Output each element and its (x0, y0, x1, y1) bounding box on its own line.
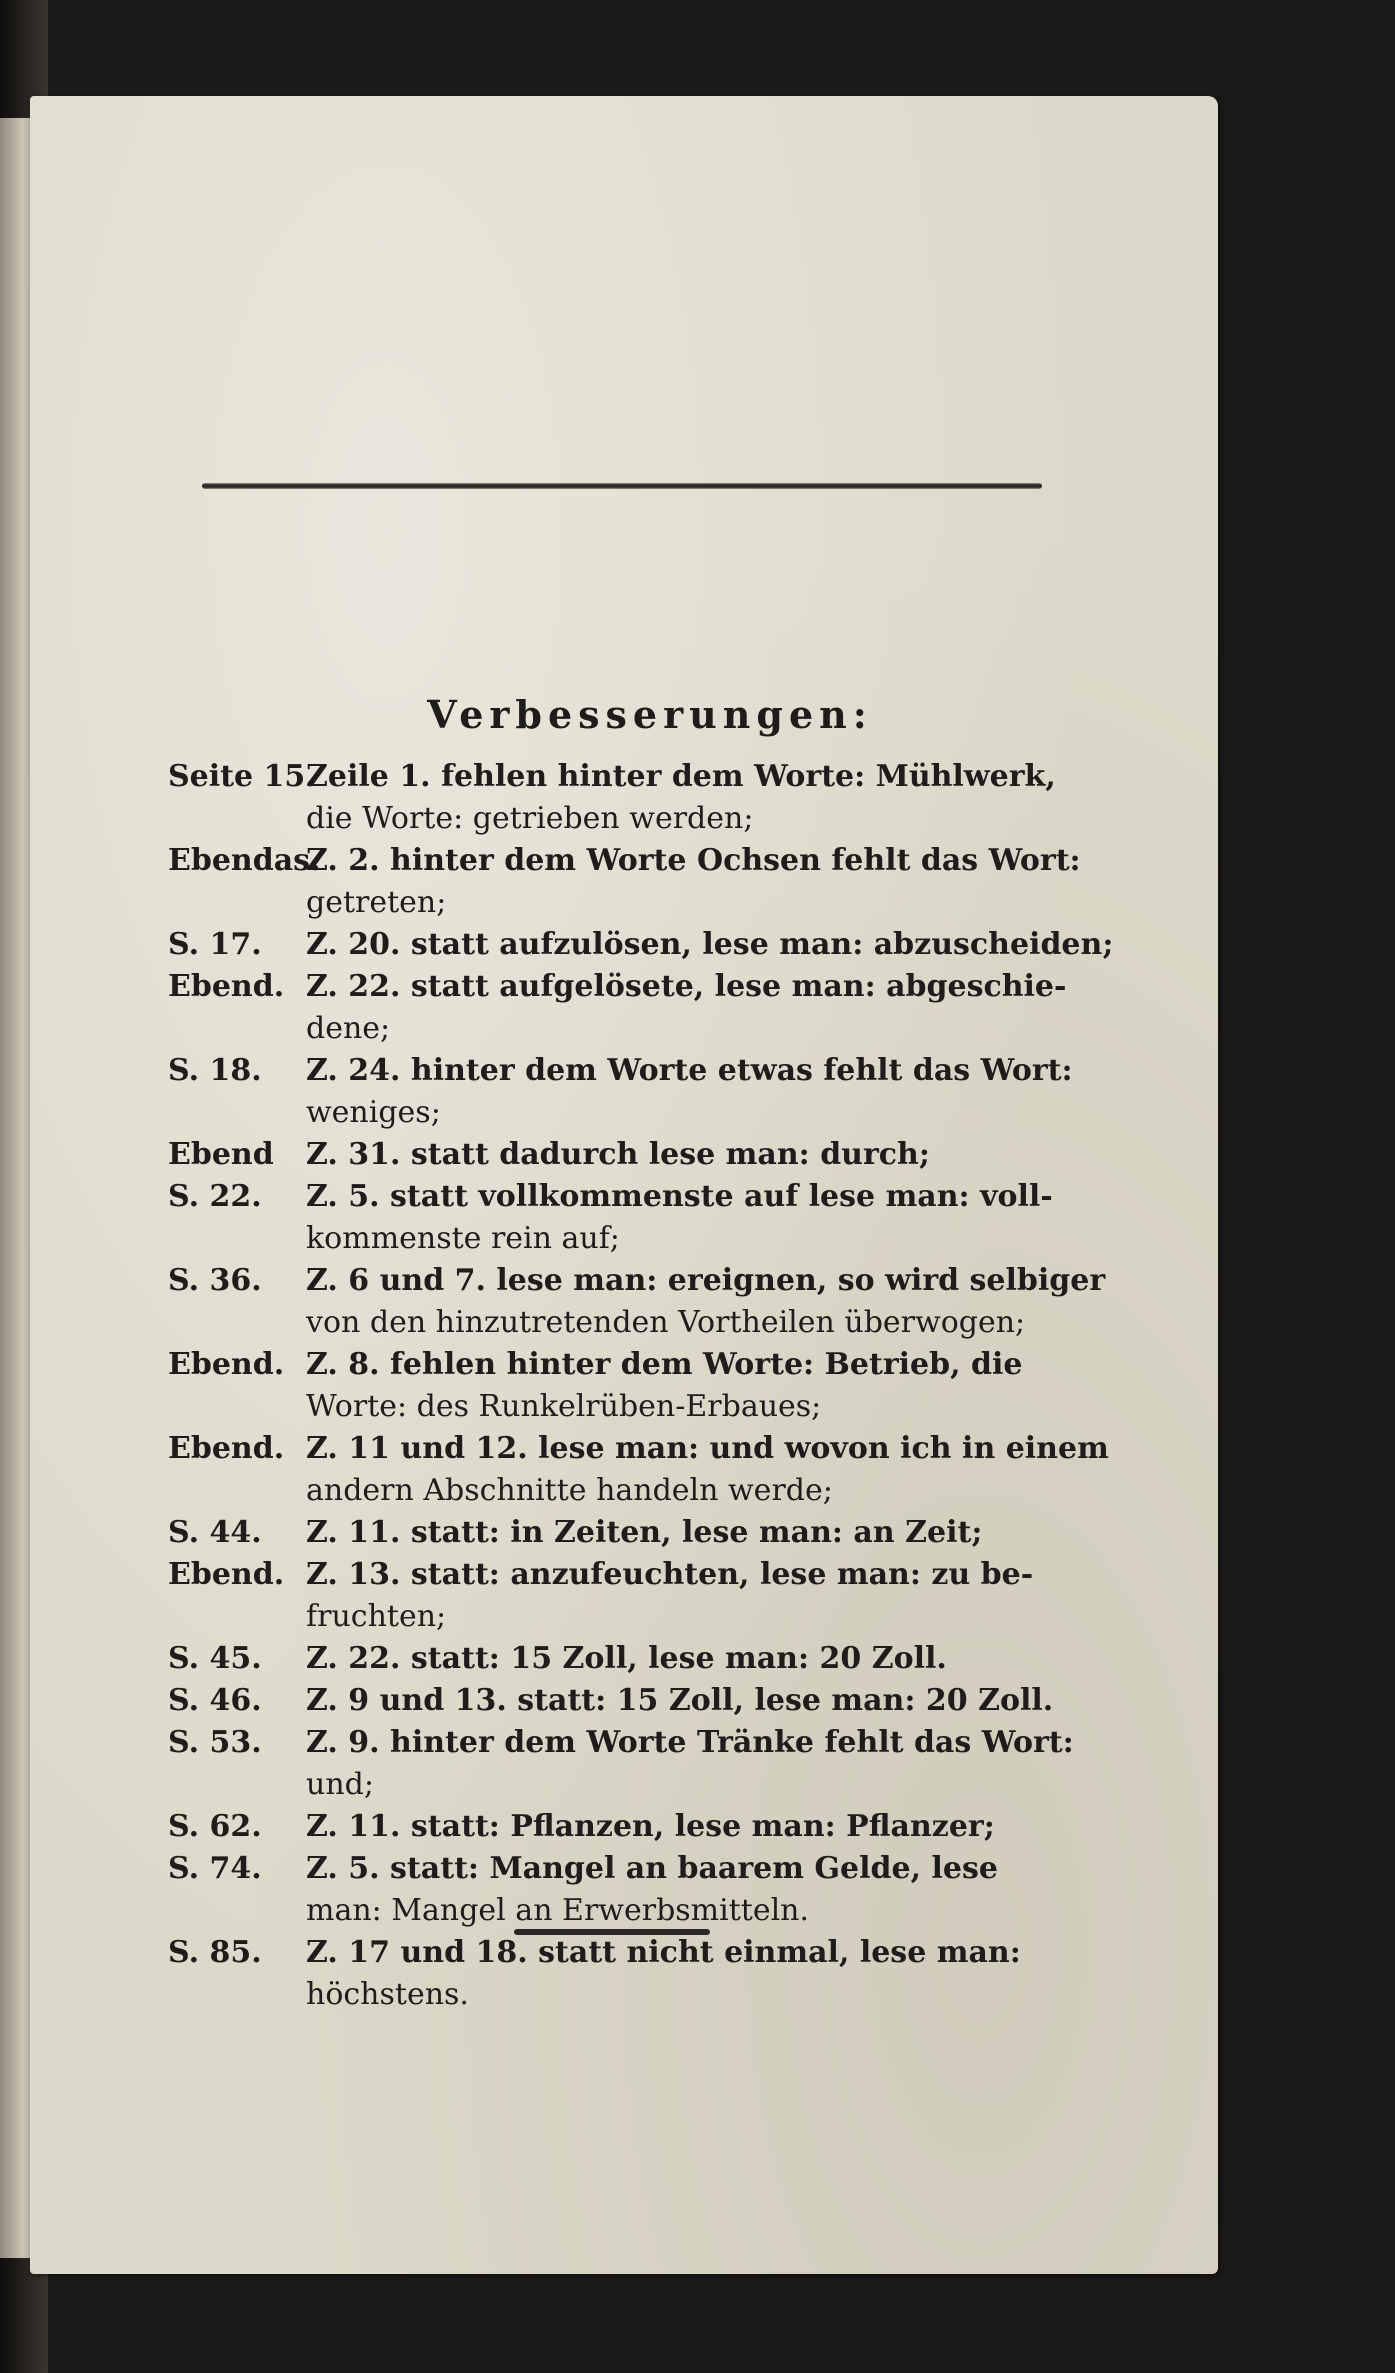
errata-line: Z. 9. hinter dem Worte Tränke fehlt das Wort: (306, 1725, 1074, 1760)
errata-text (306, 1344, 1068, 1428)
errata-entry (168, 1344, 1068, 1428)
errata-line: Z. 8. fehlen hinter dem Worte: Betrieb, die (306, 1347, 1023, 1382)
errata-line: Z. 11 und 12. lese man: und wovon ich in einem (306, 1431, 1109, 1466)
top-rule (202, 483, 1042, 489)
errata-entry (168, 924, 1114, 966)
errata-reference: S. 85. (168, 1935, 262, 1970)
errata-entry (168, 1512, 1068, 1554)
errata-reference: Seite 15. (168, 759, 316, 794)
errata-reference: Ebend. (168, 1431, 285, 1466)
errata-entry (168, 966, 1068, 1050)
errata-continuation-line: fruchten; (306, 1599, 447, 1634)
errata-reference: S. 36. (168, 1263, 262, 1298)
errata-entry (168, 1050, 1073, 1134)
errata-reference: Ebendas. (168, 843, 321, 878)
errata-reference: S. 17. (168, 927, 262, 962)
errata-entry (168, 1680, 1068, 1722)
errata-line: Z. 9 und 13. statt: 15 Zoll, lese man: 20 Zoll. (306, 1683, 1054, 1718)
errata-entry (168, 840, 1081, 924)
errata-reference: Ebend. (168, 1347, 285, 1382)
errata-line: Z. 6 und 7. lese man: ereignen, so wird selbiger (306, 1263, 1106, 1298)
errata-text (306, 1050, 1073, 1134)
errata-line: Z. 22. statt: 15 Zoll, lese man: 20 Zoll. (306, 1641, 947, 1676)
errata-text (306, 1512, 1068, 1554)
bottom-rule (514, 1929, 710, 1935)
errata-continuation-line: die Worte: getrieben werden; (306, 801, 754, 836)
errata-entry (168, 1428, 1109, 1512)
errata-continuation-line: kommenste rein auf; (306, 1221, 620, 1256)
errata-line: Z. 22. statt aufgelösete, lese man: abgeschie- (306, 969, 1067, 1004)
errata-reference: S. 18. (168, 1053, 262, 1088)
errata-continuation-line: getreten; (306, 885, 447, 920)
errata-line: Z. 11. statt: Pflanzen, lese man: Pflanzer; (306, 1809, 995, 1844)
errata-continuation-line: man: Mangel an Erwerbsmitteln. (306, 1893, 810, 1928)
errata-line: Z. 13. statt: anzufeuchten, lese man: zu be- (306, 1557, 1034, 1592)
errata-entry (168, 1638, 1068, 1680)
errata-continuation-line: andern Abschnitte handeln werde; (306, 1473, 833, 1508)
errata-text (306, 1260, 1105, 1344)
errata-continuation-line: Worte: des Runkelrüben-Erbaues; (306, 1389, 822, 1424)
errata-text (306, 1722, 1074, 1806)
errata-text (306, 1848, 1068, 1932)
errata-reference: Ebend. (168, 1557, 285, 1592)
errata-reference: Ebend. (168, 969, 285, 1004)
errata-reference: S. 53. (168, 1725, 262, 1760)
errata-line: Z. 11. statt: in Zeiten, lese man: an Zeit; (306, 1515, 983, 1550)
errata-entry (168, 1134, 1068, 1176)
errata-reference: S. 45. (168, 1641, 262, 1676)
errata-text (306, 1428, 1109, 1512)
errata-line: Z. 5. statt: Mangel an baarem Gelde, lese (306, 1851, 998, 1886)
errata-text (306, 1176, 1068, 1260)
errata-entry (168, 1932, 1068, 2016)
errata-text (306, 1932, 1068, 2016)
errata-reference: Ebend (168, 1137, 274, 1172)
errata-entry (168, 1260, 1106, 1344)
errata-reference: S. 62. (168, 1809, 262, 1844)
errata-entry (168, 1722, 1074, 1806)
errata-continuation-line: dene; (306, 1011, 391, 1046)
errata-entry (168, 756, 1068, 840)
errata-reference: S. 46. (168, 1683, 262, 1718)
errata-text (306, 756, 1068, 840)
errata-text (306, 1134, 1068, 1176)
errata-continuation-line: höchstens. (306, 1977, 469, 2012)
errata-line: Z. 31. statt dadurch lese man: durch; (306, 1137, 930, 1172)
errata-line: Z. 24. hinter dem Worte etwas fehlt das Wort: (306, 1053, 1073, 1088)
errata-line: Z. 2. hinter dem Worte Ochsen fehlt das Wort: (306, 843, 1081, 878)
errata-text (306, 1806, 1068, 1848)
errata-reference: S. 74. (168, 1851, 262, 1886)
errata-line: Zeile 1. fehlen hinter dem Worte: Mühlwerk, (306, 759, 1056, 794)
errata-continuation-line: und; (306, 1767, 374, 1802)
errata-line: Z. 20. statt aufzulösen, lese man: abzuscheiden; (306, 927, 1114, 962)
errata-entry (168, 1176, 1068, 1260)
errata-text (306, 966, 1068, 1050)
errata-entry (168, 1848, 1068, 1932)
errata-continuation-line: weniges; (306, 1095, 441, 1130)
errata-list (168, 756, 1114, 2016)
errata-reference: S. 44. (168, 1515, 262, 1550)
errata-line: Z. 17 und 18. statt nicht einmal, lese man: (306, 1935, 1021, 1970)
errata-reference: S. 22. (168, 1179, 262, 1214)
errata-text (306, 924, 1113, 966)
errata-line: Z. 5. statt vollkommenste auf lese man: voll- (306, 1179, 1053, 1214)
errata-text (306, 1554, 1068, 1638)
errata-entry (168, 1806, 1068, 1848)
errata-text (306, 1638, 1068, 1680)
errata-text (306, 840, 1081, 924)
errata-text (306, 1680, 1068, 1722)
page-heading: Verbesserungen: (427, 692, 873, 737)
errata-entry (168, 1554, 1068, 1638)
errata-continuation-line: von den hinzutretenden Vortheilen überwogen; (306, 1305, 1026, 1340)
document-page (30, 96, 1218, 2274)
